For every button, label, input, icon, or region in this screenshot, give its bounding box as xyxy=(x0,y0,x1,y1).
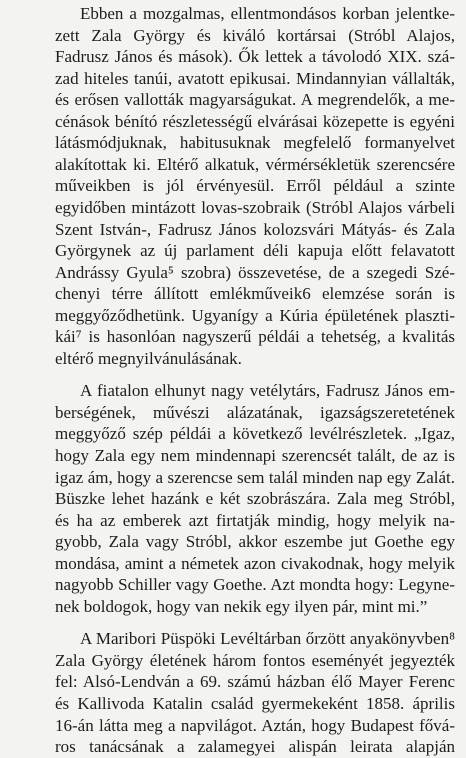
text-line: Fadrusz János és mások). Ők lettek a távolodó XIX. szá- xyxy=(55,47,455,66)
text-line: zett Zala György és kiváló kortársai (Stróbl Alajos, xyxy=(55,26,455,45)
text-line: hogy Zala egy nem mindennapi szerencsét talált, de az is xyxy=(55,446,455,465)
text-line: és ha az emberek azt firtatják mindig, hogy melyik na- xyxy=(55,511,455,530)
text-line: egyidőben mintázott lovas-szobraik (Stróbl Alajos várbeli xyxy=(55,198,455,217)
text-line: Szent István-, Fadrusz János kolozsvári Mátyás- és Zala xyxy=(55,220,455,239)
text-line: meggyőző szép példái a következő levélrészletek. „Igaz, xyxy=(55,424,455,443)
text-line: Györgynek az új parlament déli kapuja előtt felavatott xyxy=(55,241,455,260)
text-line: eltérő megnyilvánulásának. xyxy=(55,349,242,368)
text-line: chenyi térre állított emlékműveik6 elemzése során is xyxy=(55,284,455,303)
text-line: Büszke lehet hazánk e két szobrászára. Zala meg Stróbl, xyxy=(55,489,455,508)
text-line: műveikben is jól érvényesül. Erről például a szinte xyxy=(55,176,455,195)
text-line: fel: Alsó-Lendván a 69. számú házban élő Mayer Ferenc xyxy=(55,672,455,691)
text-line: cénások bénító részletességű elvárásai közepette is egyéni xyxy=(55,112,455,131)
text-line: látásmódjuknak, habitusuknak megfelelő formanyelvet xyxy=(55,133,455,152)
text-line: nagyobb Schiller vagy Goethe. Azt mondta hogy: Legyne- xyxy=(55,575,455,594)
text-line: alakítottak ki. Eltérő alkatuk, vérmérsékletük szerencsére xyxy=(55,155,455,174)
text-line: 16-án látta meg a napvilágot. Aztán, hogy Budapest fővá- xyxy=(55,716,455,735)
text-line: Andrássy Gyula⁵ szobra) összevetése, de a szegedi Szé- xyxy=(55,263,455,282)
text-line: nek boldogok, hogy van nekik egy ilyen pár, mint mi.” xyxy=(55,597,428,616)
text-line: kái⁷ is hasonlóan nagyszerű példái a tehetség, a kvalitás xyxy=(55,327,455,346)
text-line: Zala György életének három fontos eseményét jegyezték xyxy=(55,651,455,670)
text-line: Ebben a mozgalmas, ellentmondásos korban jelentke- xyxy=(80,4,455,23)
text-line: A Maribori Püspöki Levéltárban őrzött anyakönyvben⁸ xyxy=(80,629,455,648)
text-line: és erősen vallották magyarságukat. A megrendelők, a me- xyxy=(55,90,455,109)
text-line: ros tanácsának a zalamegyei alispán leirata alapján xyxy=(55,737,455,756)
text-line: A fiatalon elhunyt nagy vetélytárs, Fadrusz János em- xyxy=(80,381,455,400)
text-line: igaz ám, hogy a szerencse sem talál minden nap egy Zalát. xyxy=(55,468,455,487)
text-line: mondása, amint a németek azon civakodnak, hogy melyik xyxy=(55,554,455,573)
text-line: zad hiteles tanúi, avatott epikusai. Mindannyian vállalták, xyxy=(55,69,455,88)
text-line: és Kallivoda Katalin család gyermekeként 1858. április xyxy=(55,694,455,713)
text-line: gyobb, Zala vagy Stróbl, akkor eszembe jut Goethe egy xyxy=(55,532,455,551)
text-line: meggyőződhetünk. Ugyanígy a Kúria épületének plaszti- xyxy=(55,306,455,325)
text-line: berségének, művészi alázatának, igazságszeretetének xyxy=(55,403,455,422)
